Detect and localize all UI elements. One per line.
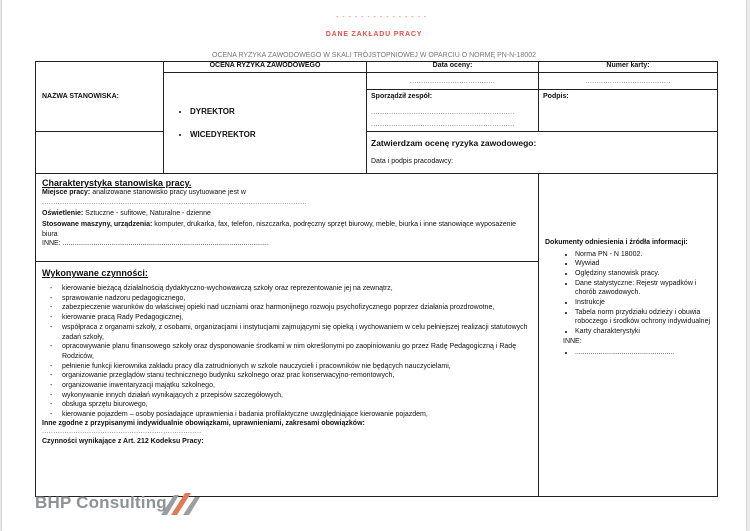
reference-item: • Karty charakterystyki [575, 327, 711, 337]
job-characteristics-section [36, 174, 539, 262]
duties-list [42, 284, 532, 420]
duty-item: - kierowanie pojazdem – osoby posiadające uprawnienia i badania profilaktyczne uwzględniające kierowanie pojazdem, [50, 410, 532, 420]
team-label: Sporządził zespół: [371, 93, 433, 100]
document-title: OCENA RYZYKA ZAWODOWEGO W SKALI TRÓJSTOPNIOWEJ W OPARCIU O NORMĘ PN-N-18002 [212, 52, 536, 59]
risk-assessment-table [35, 61, 718, 497]
other-duties-dots: ....................................................................... [42, 427, 202, 435]
team-dots-2: ................................................................ [371, 121, 515, 128]
duty-item: - sprawowanie nadzoru pedagogicznego, [50, 294, 532, 304]
header-dashes: - - - - - - - - - - - - - - - [336, 14, 428, 21]
card-number-field[interactable] [539, 73, 718, 90]
duty-item: - zabezpieczenie warunków do właściwej opieki nad uczniami oraz harmonijnego rozwoju psychofizycznego poprzez działania prozdrowotne, [50, 303, 532, 313]
workplace-line [42, 188, 532, 198]
duties-title: Wykonywane czynności: [42, 268, 148, 278]
approval-heading: Zatwierdzam ocenę ryzyka zawodowego: [371, 138, 537, 148]
signature-label: Podpis: [543, 93, 569, 100]
reference-item: • Tabela norm przydziału odzieży i obuwia roboczego i środków ochrony indywidualnej [575, 308, 711, 327]
lighting-line [42, 209, 532, 219]
workplace-value: analizowane stanowisko pracy usytuowane jest w [90, 189, 246, 196]
reference-item: • Oględziny stanowisk pracy. [575, 269, 711, 279]
logo-mark-icon [161, 491, 209, 515]
logo-text: BHP Consulting [35, 493, 167, 512]
assessment-date-label: Data oceny: [367, 62, 539, 73]
signature-cell[interactable] [539, 90, 718, 132]
position-item: • DYREKTOR [190, 107, 366, 116]
document-page [2, 0, 746, 531]
duty-item: - kierowanie pracą Rady Pedagogicznej, [50, 313, 532, 323]
reference-item: • Wywiad [575, 259, 711, 269]
position-name-label: NAZWA STANOWISKA: [36, 62, 164, 132]
risk-assessment-header: OCENA RYZYKA ZAWODOWEGO [164, 62, 367, 73]
assessment-date-field[interactable] [367, 73, 539, 90]
duty-item: - organizowanie przeglądów stanu technicznego budynku szkolnego oraz prac konserwacyjno-remontowych, [50, 371, 532, 381]
card-number-label: Numer karty: [539, 62, 718, 73]
lighting-label: Oświetlenie: [42, 209, 84, 217]
reference-documents-title: Dokumenty odniesienia i źródła informacji: [545, 239, 688, 246]
position-item: • WICEDYREKTOR [190, 130, 366, 139]
workplace-dots: ...................................................................................................................... [42, 198, 307, 206]
duty-item: - organizowanie inwentaryzacji majątku szkolnego, [50, 381, 532, 391]
duty-item: - współpraca z organami szkoły, z osobami, organizacjami i instytucjami zajmującymi się opieką i wychowaniem w celu pełniejszej realizacji statutowych zadań szkoły, [50, 323, 532, 342]
job-characteristics-title: Charakterystyka stanowiska pracy. [42, 178, 192, 188]
reference-other-dots: • ................................................... [575, 348, 711, 358]
team-dots-1: ................................................................ [371, 109, 515, 116]
duty-item: - opracowywanie planu finansowego szkoły oraz dysponowanie środkami w nim określonymi po zaopiniowaniu go przez Radę Pedagogiczną i Radę Rodziców, [50, 342, 532, 361]
machines-value: komputer, drukarka, fax, telefon, niszczarka, podręczny sprzęt biurowy, meble, biurka i inne stanowiące wyposażenie biura [42, 221, 517, 238]
duties-section [36, 262, 539, 497]
reference-other-list [545, 348, 711, 358]
duty-item: - wykonywanie innych działań wynikających z przepisów szczegółowych, [50, 391, 532, 401]
reference-item: • Dane statystyczne: Rejestr wypadków i chorób zawodowych. [575, 279, 711, 298]
duty-item: - pełnienie funkcji kierownika zakładu pracy dla zatrudnionych w szkole nauczycieli i pracowników nie będących nauczycielami, [50, 362, 532, 372]
positions-cell [164, 73, 367, 174]
other-duties-label: Inne zgodne z przypisanymi indywidualnie obowiązkami, uprawnieniami, zakresami obowiązków: [42, 419, 365, 427]
reference-item: • Norma PN - N 18002. [575, 250, 711, 260]
approval-cell[interactable] [367, 132, 718, 174]
duty-item: - kierowanie bieżącą działalnością dydaktyczno-wychowawczą szkoły oraz reprezentowanie jej na zewnątrz, [50, 284, 532, 294]
team-cell[interactable] [367, 90, 539, 132]
art212-label: Czynności wynikające z Art. 212 Kodeksu Pracy: [42, 437, 204, 445]
workplace-label: Miejsce pracy: [42, 189, 91, 196]
reference-documents-section [539, 174, 718, 497]
reference-item: • Instrukcje [575, 298, 711, 308]
reference-other-label: INNE: [563, 337, 582, 345]
date-dots: ...................................... [409, 77, 496, 85]
employer-signature-label: Data i podpis pracodawcy: [371, 158, 454, 165]
bhp-consulting-logo [35, 493, 167, 513]
duty-item: - obsługa sprzętu biurowego, [50, 400, 532, 410]
reference-documents-list [545, 250, 711, 337]
company-data-heading: DANE ZAKŁADU PRACY [325, 31, 423, 38]
other-line: INNE: .......................................................................................................... [42, 240, 269, 247]
lighting-value: Sztuczne - sufitowe, Naturalne - dzienne [83, 209, 211, 217]
machines-line [42, 220, 532, 239]
positions-list [164, 107, 366, 139]
machines-label: Stosowane maszyny, urządzenia: [42, 221, 153, 228]
card-dots: ...................................... [585, 77, 671, 85]
